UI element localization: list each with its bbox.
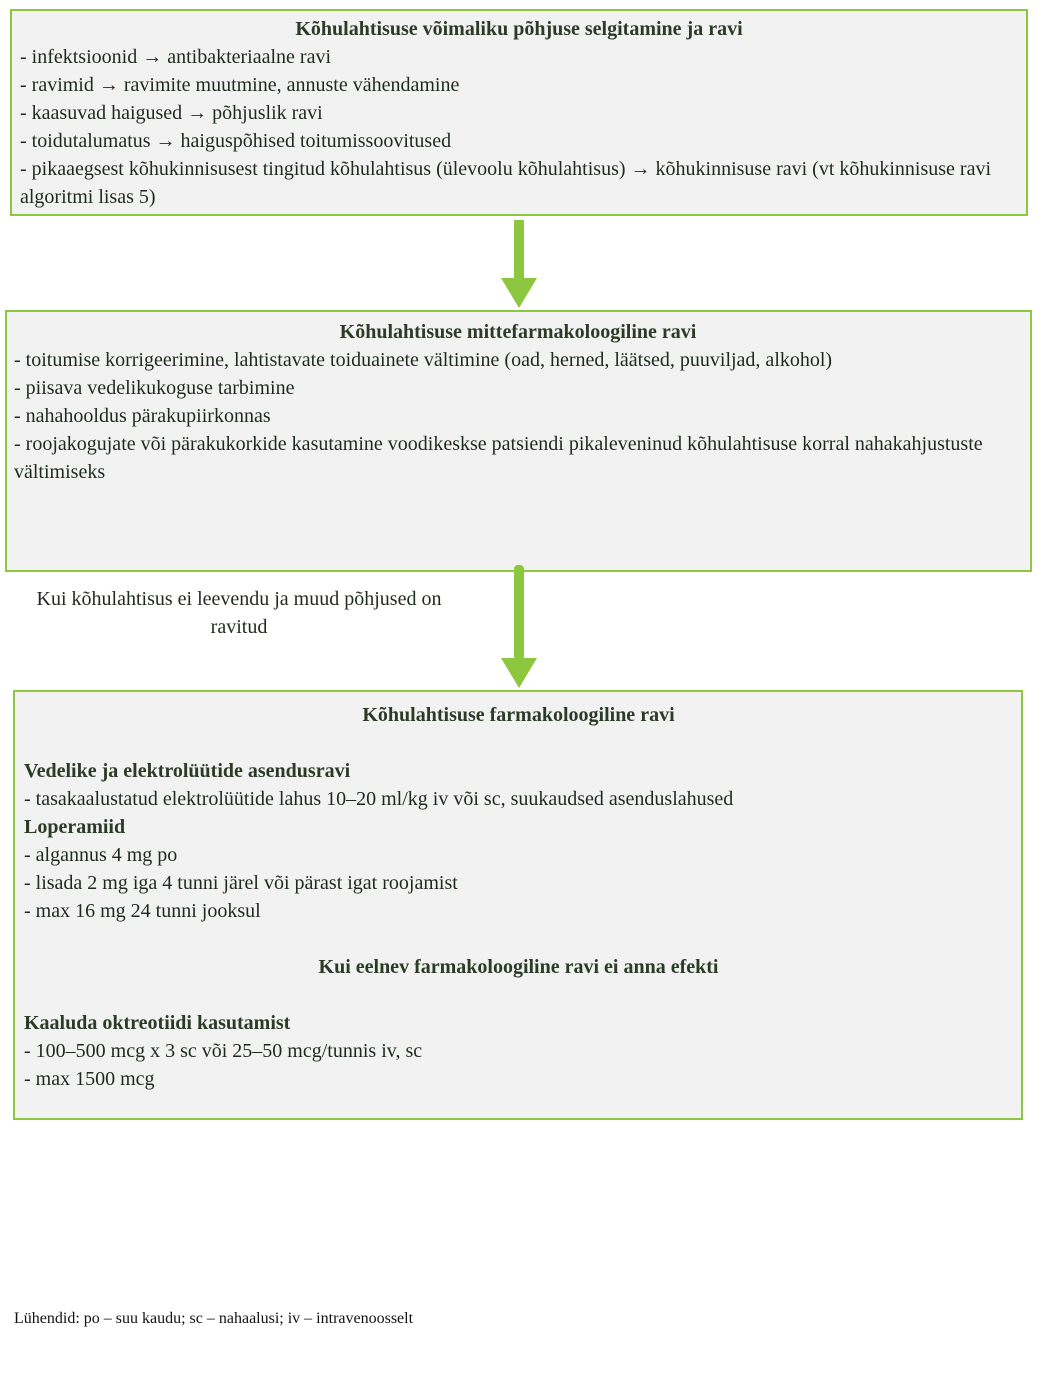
loperamide-heading: Loperamiid	[24, 816, 126, 838]
non-pharmacological-title: Kõhulahtisuse mittefarmakoloogiline ravi	[339, 321, 697, 343]
cause-item: - pikaaegsest kõhukinnisusest tingitud kõhulahtisus (ülevoolu kõhulahtisus) → kõhukinnisuse ravi (vt kõhukinnisuse ravi algoritmi lisas 5)	[20, 158, 997, 208]
cause-item: - kaasuvad haigused → põhjuslik ravi	[20, 102, 323, 124]
non-pharm-item: - toitumise korrigeerimine, lahtistavate toiduainete vältimine (oad, herned, läätsed, puuviljad, alkohol)	[14, 349, 833, 371]
arrow-down-1	[499, 220, 539, 310]
octreotide-item: - 100–500 mcg x 3 sc või 25–50 mcg/tunnis iv, sc	[24, 1040, 423, 1062]
loperamide-item: - lisada 2 mg iga 4 tunni järel või pärast igat roojamist	[24, 872, 458, 894]
cause-item: - toidutalumatus → haiguspõhised toitumissoovitused	[20, 130, 452, 152]
cause-item: - infektsioonid → antibakteriaalne ravi	[20, 46, 332, 68]
fluids-heading: Vedelike ja elektrolüütide asendusravi	[24, 760, 351, 782]
cause-treatment-title: Kõhulahtisuse võimaliku põhjuse selgitamine ja ravi	[295, 18, 743, 40]
octreotide-item: - max 1500 mcg	[24, 1068, 155, 1090]
cause-treatment-box	[10, 9, 1028, 216]
cause-item: - ravimid → ravimite muutmine, annuste vähendamine	[20, 74, 460, 96]
loperamide-item: - max 16 mg 24 tunni jooksul	[24, 900, 261, 922]
loperamide-item: - algannus 4 mg po	[24, 844, 178, 866]
arrow-down-2	[499, 565, 539, 690]
condition-note: Kui kõhulahtisus ei leevendu ja muud põhjused on ravitud	[36, 588, 442, 638]
pharmacological-title: Kõhulahtisuse farmakoloogiline ravi	[362, 704, 675, 726]
fallback-heading: Kui eelnev farmakoloogiline ravi ei anna efekti	[318, 956, 719, 978]
abbreviations-footnote: Lühendid: po – suu kaudu; sc – nahaalusi; iv – intravenoosselt	[14, 1310, 414, 1327]
non-pharm-item: - piisava vedelikukoguse tarbimine	[14, 377, 295, 399]
octreotide-heading: Kaaluda oktreotiidi kasutamist	[24, 1012, 291, 1034]
pharmacological-box	[13, 690, 1023, 1120]
non-pharm-item: - roojakogujate või pärakukorkide kasutamine voodikeskse patsiendi pikaleveninud kõhulahtisuse korral nahakahjustuste vältimiseks	[14, 433, 988, 483]
non-pharmacological-box	[5, 310, 1032, 572]
non-pharm-item: - nahahooldus pärakupiirkonnas	[14, 405, 271, 427]
fluids-item: - tasakaalustatud elektrolüütide lahus 10–20 ml/kg iv või sc, suukaudsed asenduslahused	[24, 788, 734, 810]
